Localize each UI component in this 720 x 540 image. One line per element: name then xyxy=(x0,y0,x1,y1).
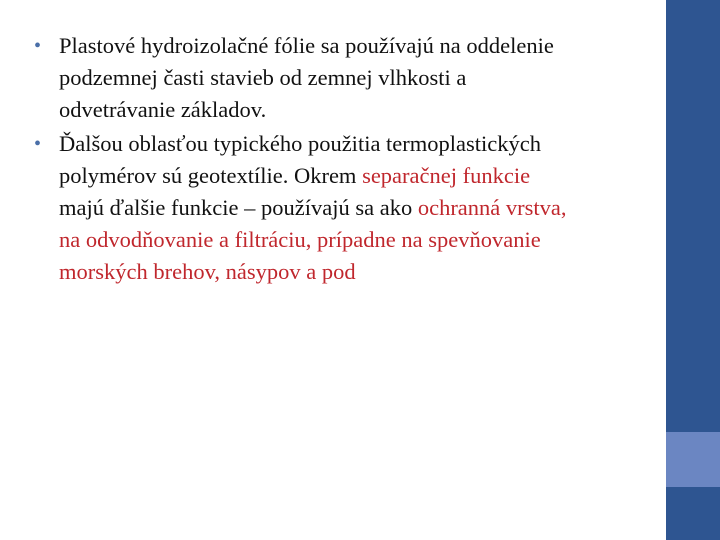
text-run: Plastové hydroizolačné fólie sa používajú na oddelenie xyxy=(59,33,554,58)
text-line xyxy=(59,128,699,160)
bullet-item-geotextilie xyxy=(34,128,699,288)
highlighted-text: ochranná vrstva, xyxy=(417,195,567,220)
text-line xyxy=(59,192,699,224)
highlighted-text: morských brehov, násypov a pod xyxy=(59,259,356,284)
text-run: odvetrávanie základov. xyxy=(59,97,267,122)
sidebar-accent-block xyxy=(666,432,720,487)
bullet-item-hydroizolacne-folie xyxy=(34,30,699,126)
bullet-list xyxy=(34,30,699,290)
text-line xyxy=(59,224,699,256)
text-run: majú ďalšie funkcie – používajú sa ako xyxy=(59,195,418,220)
bullet-icon: • xyxy=(34,133,42,155)
text-line xyxy=(59,256,699,288)
text-line xyxy=(59,94,699,126)
highlighted-text: separačnej funkcie xyxy=(362,163,531,188)
bullet-icon: • xyxy=(34,35,42,57)
text-run: podzemnej časti stavieb od zemnej vlhkosti a xyxy=(59,65,467,90)
text-line xyxy=(59,62,699,94)
text-line xyxy=(59,160,699,192)
decorative-sidebar xyxy=(666,0,720,540)
text-line xyxy=(59,30,699,62)
highlighted-text: na odvodňovanie a filtráciu, prípadne na spevňovanie xyxy=(59,227,541,252)
text-run: polymérov sú geotextílie. Okrem xyxy=(59,163,363,188)
text-run: Ďalšou oblasťou typického použitia termoplastických xyxy=(59,131,542,156)
